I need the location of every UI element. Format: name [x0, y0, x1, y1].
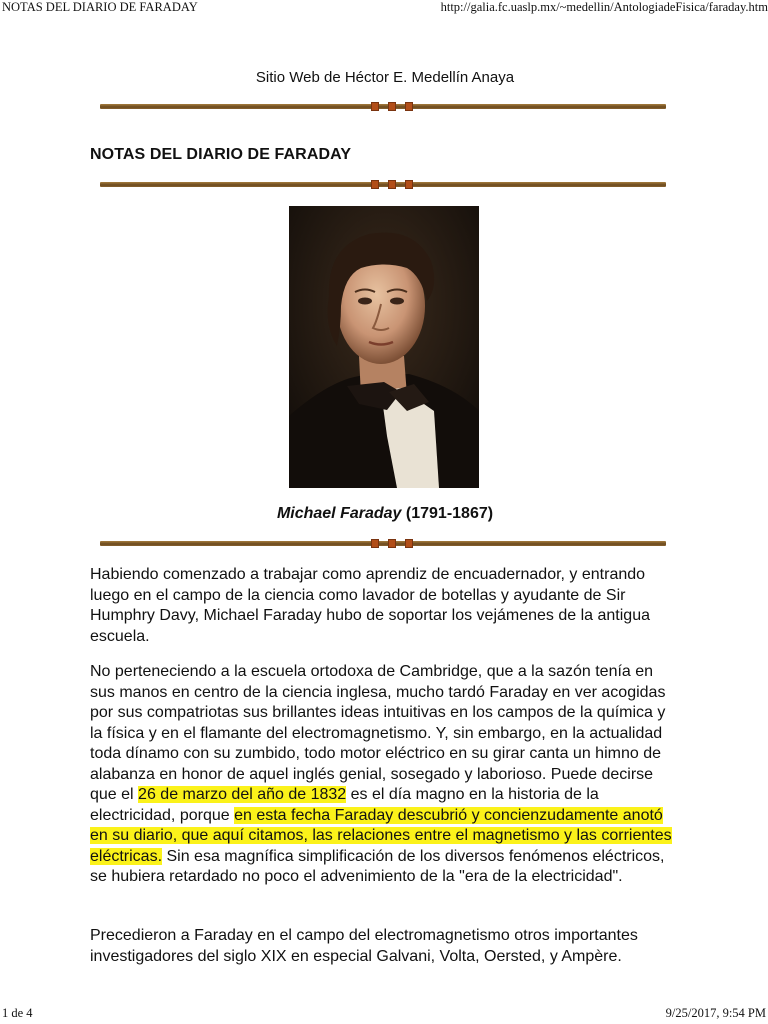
print-header-title: NOTAS DEL DIARIO DE FARADAY — [2, 0, 198, 14]
print-footer — [0, 1006, 768, 1024]
divider-square — [371, 102, 379, 111]
divider-square — [371, 539, 379, 548]
paragraph-1: Habiendo comenzado a trabajar como aprendiz de encuadernador, y entrando luego en el campo de la ciencia como lavador de botellas y ayudante de Sir Humphry Davy, Michael Faraday hubo de soportar los vejámenes de la antigua escuela. — [90, 566, 650, 645]
divider-square — [371, 180, 379, 189]
paragraph-2 — [90, 662, 680, 888]
divider-bar — [100, 104, 666, 109]
paragraph-2-text: No perteneciendo a la escuela ortodoxa de Cambridge, que a la sazón tenía en sus manos en centro de la ciencia inglesa, mucho tardó Faraday en ver acogidas por sus compatriotas sus brillantes ideas intuitivas en los campos de la química y la física y en el flamante del electromagnetismo. Y, sin embargo, en la actualidad toda dínamo con su zumbido, todo motor eléctrico en su girar canta un himno de alabanza en honor de aquel inglés genial, sosegado y laborioso. Puede decirse que el — [90, 663, 666, 803]
paragraph-2-text: Sin esa magnífica simplificación de los diversos fenómenos eléctricos, se hubiera retardado no poco el advenimiento de la "era de la electricidad". — [90, 847, 665, 885]
page-title: NOTAS DEL DIARIO DE FARADAY — [90, 146, 352, 163]
divider-square — [405, 539, 413, 548]
ornamental-divider — [100, 101, 666, 113]
page-number: 1 de 4 — [2, 1006, 33, 1020]
highlight-date: 26 de marzo del año de 1832 — [138, 786, 347, 803]
print-header — [0, 0, 768, 18]
divider-square — [388, 539, 396, 548]
divider-square — [405, 102, 413, 111]
highlight-discovery: en esta fecha Faraday descubrió y concienzudamente anotó en su diario, que aquí citamos, las relaciones entre el magnetismo y las corrientes eléctricas. — [90, 806, 672, 865]
divider-square — [388, 180, 396, 189]
print-datetime: 9/25/2017, 9:54 PM — [665, 1006, 766, 1020]
divider-square — [388, 102, 396, 111]
print-header-url: http://galia.fc.uaslp.mx/~medellin/AntologiadeFisica/faraday.htm — [440, 0, 768, 14]
portrait-caption — [90, 505, 680, 523]
faraday-portrait-image — [289, 206, 479, 488]
ornamental-divider — [100, 538, 666, 550]
site-name: Sitio Web de Héctor E. Medellín Anaya — [255, 69, 515, 86]
ornamental-divider — [100, 179, 666, 191]
caption-years: (1791-1867) — [405, 505, 494, 522]
paragraph-3: Precedieron a Faraday en el campo del electromagnetismo otros importantes investigadores del siglo XIX en especial Galvani, Volta, Oersted, y Ampère. — [90, 927, 638, 965]
divider-square — [405, 180, 413, 189]
divider-bar — [100, 182, 666, 187]
divider-bar — [100, 541, 666, 546]
portrait-illustration — [289, 206, 479, 488]
caption-name: Michael Faraday — [276, 505, 402, 522]
paragraph-2-text: es el día magno en la historia de la electricidad, porque — [90, 786, 599, 824]
